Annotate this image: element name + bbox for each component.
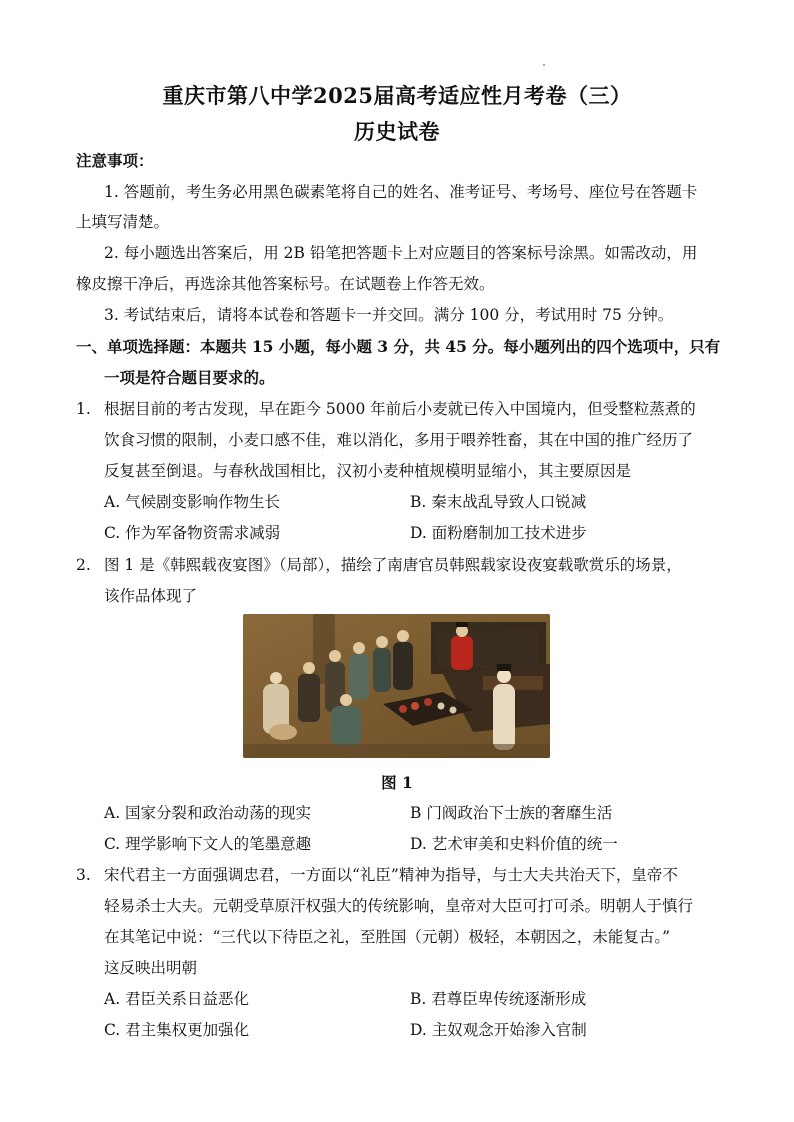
exam-title: 重庆市第八中学2025届高考适应性月考卷（三） (162, 83, 632, 108)
q2-number: 2. (76, 556, 91, 574)
exam-subtitle: 历史试卷 (354, 119, 440, 144)
notice-item1-line1: 1. 答题前，考生务必用黑色碳素笔将自己的姓名、准考证号、考场号、座位号在答题卡 (104, 183, 698, 201)
q3-stem-line4: 这反映出明朝 (104, 959, 198, 977)
q3-option-b: B. 君尊臣卑传统逐渐形成 (410, 990, 587, 1008)
q3-option-d: D. 主奴观念开始渗入官制 (410, 1021, 587, 1039)
section1-heading-line2: 一项是符合题目要求的。 (104, 368, 275, 387)
q2-option-a: A. 国家分裂和政治动荡的现实 (104, 804, 312, 822)
notice-item1-line2: 上填写清楚。 (76, 213, 170, 231)
q2-option-c: C. 理学影响下文人的笔墨意趣 (104, 835, 312, 853)
q1-number: 1. (76, 400, 91, 418)
q1-stem-line1: 根据目前的考古发现，早在距今 5000 年前后小麦就已传入中国境内，但受整粒蒸煮的 (104, 400, 696, 418)
q3-option-c: C. 君主集权更加强化 (104, 1021, 250, 1039)
q3-stem-line2: 轻易杀士大夫。元朝受草原汗权强大的传统影响，皇帝对大臣可打可杀。明朝人于慎行 (104, 897, 694, 915)
q1-option-c: C. 作为军备物资需求减弱 (104, 524, 281, 542)
night-banquet-painting (243, 614, 550, 758)
section1-heading-line1: 一、单项选择题：本题共 15 小题，每小题 3 分，共 45 分。每小题列出的四个选项中，只有 (76, 337, 721, 356)
q1-option-b: B. 秦末战乱导致人口锐减 (410, 493, 587, 511)
q2-stem-line1: 图 1 是《韩熙载夜宴图》（局部），描绘了南唐官员韩熙载家设夜宴载歌赏乐的场景， (104, 556, 682, 574)
q3-number: 3. (76, 866, 91, 884)
q3-stem-line3: 在其笔记中说：“三代以下待臣之礼，至胜国（元朝）极轻，本朝因之，未能复古。” (104, 928, 671, 946)
q2-option-b: B 门阀政治下士族的奢靡生活 (410, 804, 613, 822)
q1-stem-line2: 饮食习惯的限制，小麦口感不佳，难以消化，多用于喂养牲畜，其在中国的推广经历了 (104, 431, 694, 449)
notice-heading: 注意事项： (76, 151, 154, 170)
q1-option-a: A. 气候剧变影响作物生长 (104, 493, 281, 511)
notice-item2-line1: 2. 每小题选出答案后，用 2B 铅笔把答题卡上对应题目的答案标号涂黑。如需改动，用 (104, 244, 698, 262)
q2-option-d: D. 艺术审美和史料价值的统一 (410, 835, 618, 853)
q3-stem-line1: 宋代君主一方面强调忠君，一方面以“礼臣”精神为指导，与士大夫共治天下，皇帝不 (104, 866, 678, 884)
q1-stem-line3: 反复甚至倒退。与春秋战国相比，汉初小麦种植规模明显缩小，其主要原因是 (104, 462, 632, 480)
notice-item3: 3. 考试结束后，请将本试卷和答题卡一并交回。满分 100 分，考试用时 75 分钟。 (104, 306, 674, 324)
q2-stem-line2: 该作品体现了 (104, 587, 198, 605)
figure-caption: 图 1 (381, 773, 413, 792)
notice-item2-line2: 橡皮擦干净后，再选涂其他答案标号。在试题卷上作答无效。 (76, 275, 495, 293)
stray-dot (543, 64, 545, 66)
q1-option-d: D. 面粉磨制加工技术进步 (410, 524, 587, 542)
q3-option-a: A. 君臣关系日益恶化 (104, 990, 250, 1008)
painting-figure (243, 614, 550, 758)
